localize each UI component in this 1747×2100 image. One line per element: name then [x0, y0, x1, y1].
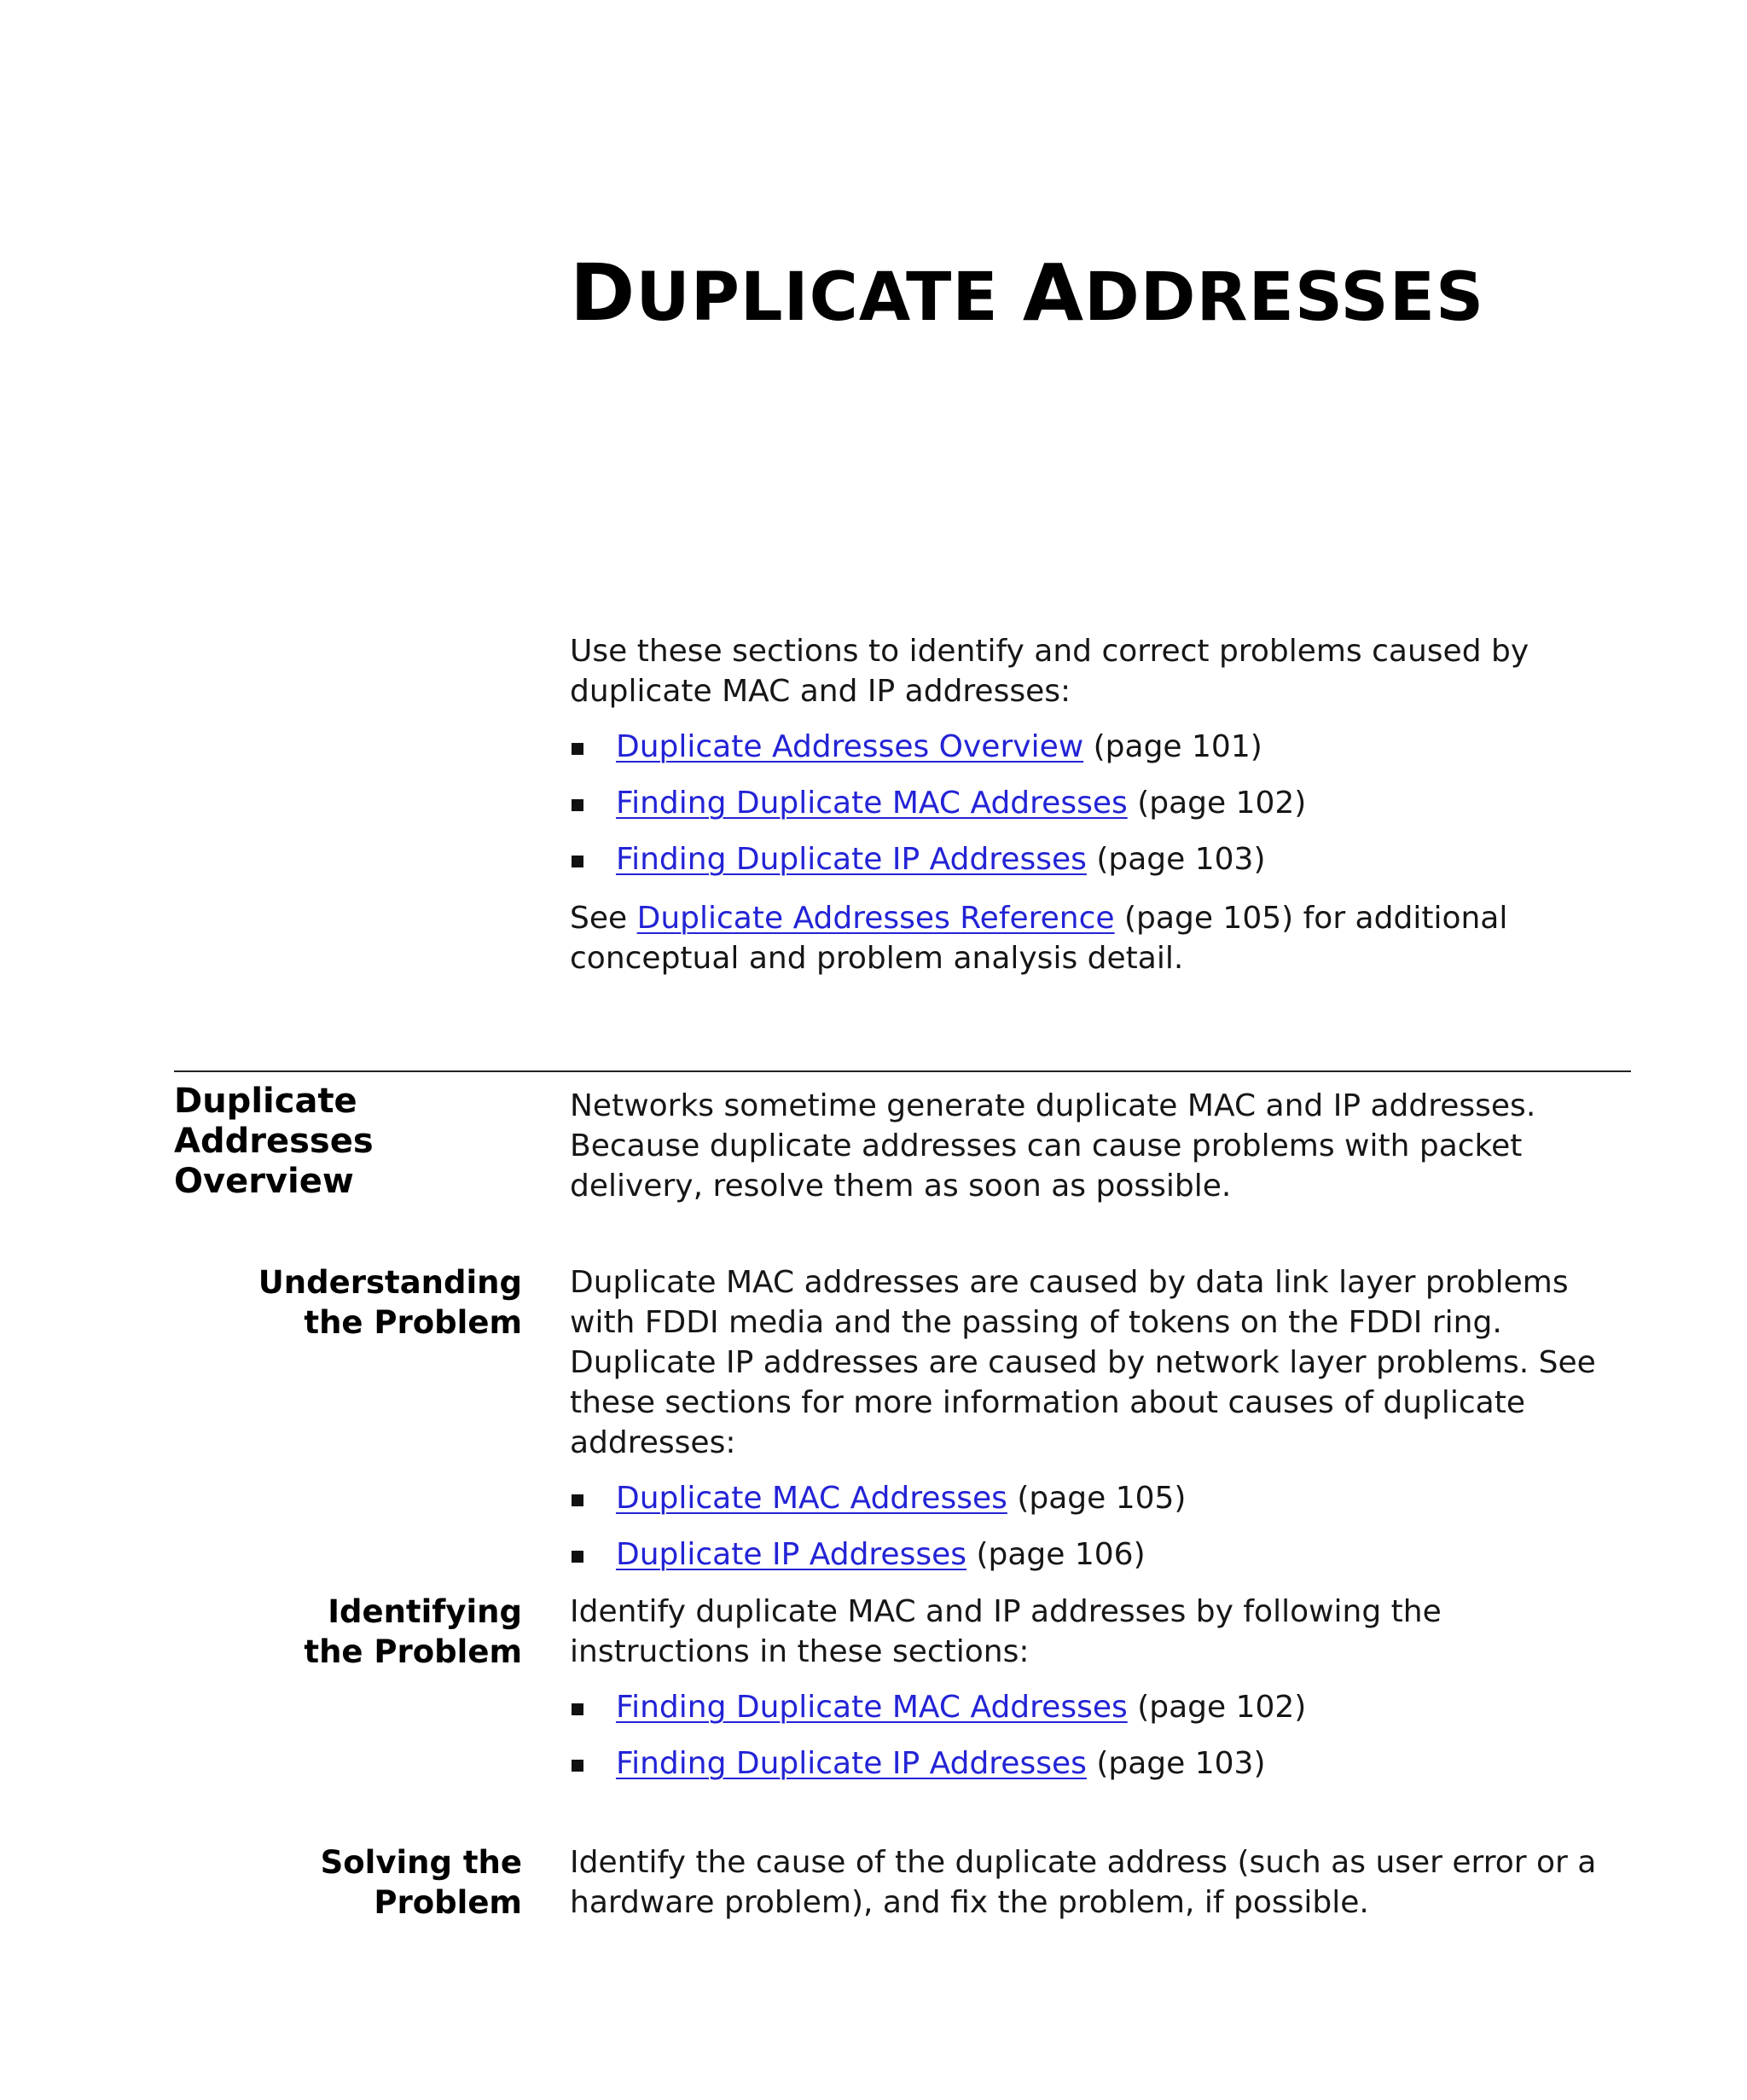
- link-finding-duplicate-mac-addresses-2[interactable]: Finding Duplicate MAC Addresses: [616, 1690, 1128, 1725]
- link-duplicate-addresses-reference[interactable]: Duplicate Addresses Reference: [636, 901, 1115, 936]
- identifying-text: Identify duplicate MAC and IP addresses by following the instructions in these sections:: [570, 1594, 1442, 1669]
- see-reference-text: See Duplicate Addresses Reference (page 105) for additional conceptual and problem analysis detail.: [570, 901, 1508, 976]
- link-finding-duplicate-mac-addresses[interactable]: Finding Duplicate MAC Addresses: [616, 786, 1128, 821]
- list-item: Finding Duplicate MAC Addresses (page 102): [570, 1687, 1628, 1727]
- overview-heading: Duplicate Addresses Overview: [174, 1082, 374, 1201]
- identifying-section: [570, 1592, 1628, 1800]
- link-finding-duplicate-ip-addresses[interactable]: Finding Duplicate IP Addresses: [616, 842, 1087, 877]
- list-item: Finding Duplicate MAC Addresses (page 102): [570, 783, 1628, 823]
- intro-section: [570, 631, 1628, 978]
- bullet-square-icon: [572, 856, 583, 867]
- list-item: Duplicate IP Addresses (page 106): [570, 1534, 1628, 1575]
- link-finding-duplicate-ip-addresses-2[interactable]: Finding Duplicate IP Addresses: [616, 1746, 1087, 1781]
- link-duplicate-addresses-overview[interactable]: Duplicate Addresses Overview: [616, 729, 1084, 764]
- understanding-link-list: [570, 1478, 1628, 1575]
- intro-link-list: [570, 727, 1628, 879]
- solving-section: [570, 1842, 1628, 1923]
- intro-text: Use these sections to identify and correct problems caused by duplicate MAC and IP addresses:: [570, 634, 1529, 709]
- overview-text: Networks sometime generate duplicate MAC and IP addresses. Because duplicate addresses can cause problems with packet delivery, resolve them as soon as possible.: [570, 1088, 1536, 1204]
- section-divider: [174, 1070, 1631, 1072]
- bullet-square-icon: [572, 743, 583, 755]
- list-item: Duplicate MAC Addresses (page 105): [570, 1478, 1628, 1518]
- identifying-link-list: [570, 1687, 1628, 1784]
- solving-heading: Solving the Problem: [320, 1844, 522, 1921]
- bullet-square-icon: [572, 1760, 583, 1772]
- page-title: DUPLICATE ADDRESSES: [570, 247, 1485, 339]
- overview-section: [570, 1086, 1628, 1206]
- bullet-square-icon: [572, 1494, 583, 1506]
- bullet-square-icon: [572, 1703, 583, 1715]
- list-item: Finding Duplicate IP Addresses (page 103): [570, 1743, 1628, 1784]
- list-item: Finding Duplicate IP Addresses (page 103): [570, 839, 1628, 879]
- link-duplicate-mac-addresses[interactable]: Duplicate MAC Addresses: [616, 1481, 1007, 1516]
- bullet-square-icon: [572, 799, 583, 811]
- understanding-text: Duplicate MAC addresses are caused by data link layer problems with FDDI media and the passing of tokens on the FDDI ring. Duplicate IP addresses are caused by network layer problems. See these sections for more information about causes of duplicate addresses:: [570, 1265, 1596, 1460]
- identifying-heading: Identifying the Problem: [304, 1593, 522, 1670]
- understanding-heading: Understanding the Problem: [258, 1264, 522, 1341]
- link-duplicate-ip-addresses[interactable]: Duplicate IP Addresses: [616, 1537, 966, 1572]
- list-item: Duplicate Addresses Overview (page 101): [570, 727, 1628, 767]
- solving-text: Identify the cause of the duplicate address (such as user error or a hardware problem), and fix the problem, if possible.: [570, 1845, 1597, 1920]
- bullet-square-icon: [572, 1551, 583, 1563]
- understanding-section: [570, 1262, 1628, 1591]
